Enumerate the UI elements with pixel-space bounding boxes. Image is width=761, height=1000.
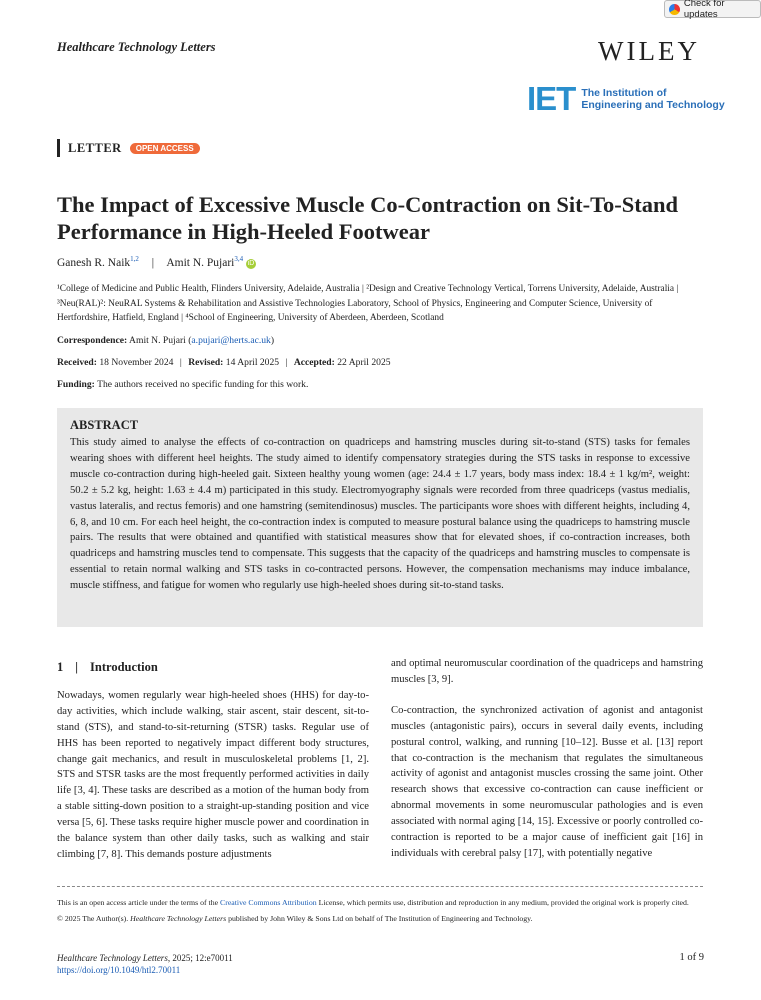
correspondence-label: Correspondence: xyxy=(57,335,128,346)
footer-volume: , 2025; 12:e70011 xyxy=(167,953,233,963)
copyright-suffix: published by John Wiley & Sons Ltd on behalf of The Institution of Engineering and Technology. xyxy=(228,913,533,923)
correspondence-name: Amit N. Pujari xyxy=(129,335,186,346)
footer-citation xyxy=(57,952,233,976)
iet-line1: The Institution of xyxy=(581,87,667,99)
cc-license-link[interactable]: Creative Commons Attribution xyxy=(220,898,317,907)
license-prefix: This is an open access article under the terms of the xyxy=(57,898,219,907)
article-type-bar xyxy=(57,139,200,157)
check-for-updates-label: Check for updates xyxy=(683,0,725,20)
affiliations: ¹College of Medicine and Public Health, Flinders University, Adelaide, Australia | ²Design and Creative Technology Vertical, Torrens University, Adelaide, Australia | ³Neu(RAL)²: NeuRAL Systems & Rehabilitation and Assistive Technologies Laboratory, School of Physics, Engineering and Computer Science, University of Hertfordshire, Hatfield, England | ⁴School of Engineering, University of Aberdeen, Aberdeen, Scotland xyxy=(57,284,679,323)
crossmark-icon xyxy=(669,4,680,15)
abstract-box xyxy=(57,408,703,627)
section-number: 1 xyxy=(57,660,64,674)
intro-paragraph-2: and optimal neuromuscular coordination of the quadriceps and hamstring muscles [3, 9]. xyxy=(391,658,703,685)
author-affiliation-ref[interactable]: 3,4 xyxy=(234,255,244,263)
funding-label: Funding: xyxy=(57,379,95,390)
dates-line: Received: 18 November 2024 | Revised: 14 April 2025 | Accepted: 22 April 2025 xyxy=(57,357,391,368)
doi-link[interactable]: https://doi.org/10.1049/htl2.70011 xyxy=(57,965,181,975)
author-affiliation-ref[interactable]: 1,2 xyxy=(130,255,139,263)
revised-label: Revised: xyxy=(188,357,224,368)
section-heading xyxy=(57,660,369,676)
body-column-right xyxy=(391,656,703,862)
footer-journal: Healthcare Technology Letters xyxy=(57,953,168,963)
author-list xyxy=(57,255,256,269)
iet-line2: Engineering and Technology xyxy=(581,99,725,111)
body-column-left xyxy=(57,660,369,863)
section-separator: | xyxy=(75,660,79,674)
iet-logo xyxy=(527,80,725,117)
orcid-icon[interactable]: iD xyxy=(247,259,255,267)
received-label: Received: xyxy=(57,357,97,368)
copyright-prefix: © 2025 The Author(s). xyxy=(57,913,129,923)
open-access-badge: OPEN ACCESS xyxy=(130,143,200,154)
iet-letters: IET xyxy=(527,80,576,117)
article-type-marker xyxy=(57,139,60,157)
funding-line xyxy=(57,379,308,390)
article-title: The Impact of Excessive Muscle Co-Contraction on Sit-To-Stand Performance in High-Heeled Footwear xyxy=(57,192,679,244)
license-suffix: License, which permits use, distribution and reproduction in any medium, provided the original work is properly cited. xyxy=(318,898,689,907)
accepted-label: Accepted: xyxy=(293,357,335,368)
license-footnote xyxy=(57,897,703,928)
check-for-updates-button[interactable] xyxy=(664,0,761,18)
correspondence-line: Correspondence: Amit N. Pujari (a.pujari@herts.ac.uk) xyxy=(57,335,275,346)
author-name[interactable]: Amit N. Pujari xyxy=(166,256,235,269)
footnote-divider xyxy=(57,886,703,887)
correspondence-email-link[interactable]: a.pujari@herts.ac.uk xyxy=(191,335,271,346)
article-type: LETTER xyxy=(68,140,122,155)
journal-name: Healthcare Technology Letters xyxy=(57,40,216,54)
intro-paragraph-3: Co-contraction, the synchronized activation of agonist and antagonist muscles (antagonistic pairs), occurs in several daily events, including postural control, walking, and running [10–12]. Busse et al. [13] report that co-contraction is the mechanism that regulates the simultaneous activity of agonist and antagonist muscles crossing the same joint. Other research shows that excessive co-contraction can cause inefficient or abnormal movements in some neuromuscular pathologies and is even associated with normal aging [14, 15]. Excessive or poorly controlled co-contraction is reported to be a major cause of inefficient gait [16] in individuals with cerebral palsy [17], with potentially negative xyxy=(391,704,703,859)
publisher-logo: WILEY xyxy=(598,36,700,66)
accepted-date: 22 April 2025 xyxy=(337,357,391,368)
intro-paragraph-1: Nowadays, women regularly wear high-heeled shoes (HHS) for day-to-day activities, which include walking, stair ascent, stair descent, sit-to-stand (STS), and stand-to-sit-returning (STSR) tasks. Regular use of HHS has been reported to negatively impact different body structures, change gait mechanics, and result in musculoskeletal problems [1, 2]. STS and STSR tasks are the most frequently performed activities in daily life [3, 4]. These tasks are described as a motion of the human body from a stable sitting-down position to a straight-up-standing position and vice versa [5, 6]. These tasks require higher muscle power and coordination in the balance system than other daily tasks, such as walking and stair climbing [7, 8]. This demands posture adjustments xyxy=(57,689,369,860)
revised-date: 14 April 2025 xyxy=(225,357,280,368)
funding-text: The authors received no specific funding for this work. xyxy=(97,379,309,390)
received-date: 18 November 2024 xyxy=(99,357,174,368)
abstract-text: This study aimed to analyse the effects of co-contraction on quadriceps and hamstring muscles during sit-to-stand (STS) tasks for females wearing shoes with different heel heights. The study aimed to identify compensatory strategies during the STS tasks in response to excessive muscle co-contraction during high-heeled gait. Sixteen healthy young women (age: 24.4 ± 1.7 years, body mass index: 18.4 ± 1 kg/m², weight: 50.2 ± 5.2 kg, height: 1.63 ± 4.4 m) participated in this study. Electromyography signals were recorded from three quadriceps (vastus medialis, vastus lateralis, and rectus femoris) and one hamstring (semitendinosus) muscles. The participants wore shoes with different heights, including 4, 6, 8, and 10 cm. For each heel height, the co-contraction index is computed to measure postural balance using the quadriceps to hamstring muscle pairs. The results that were obtained and quantified with statistical measures show that for elevated shoes, if co-contraction increases, both quadriceps and hamstring muscles tend to compensate. This suggests that the capacity of the quadriceps and hamstring muscles to compensate is essential to retain normal walking and STS tasks in co-contracted persons. However, the compensation mechanisms may induce imbalance, muscle stiffness, and fatigue for women who regularly use high-heeled shoes during sit-to-stand tasks. xyxy=(70,437,690,592)
author-separator: | xyxy=(151,256,155,269)
abstract-heading: ABSTRACT xyxy=(70,418,139,432)
copyright-journal: Healthcare Technology Letters xyxy=(130,913,227,923)
author-name[interactable]: Ganesh R. Naik xyxy=(57,256,131,269)
section-title: Introduction xyxy=(90,660,158,674)
page-number: 1 of 9 xyxy=(679,952,704,963)
